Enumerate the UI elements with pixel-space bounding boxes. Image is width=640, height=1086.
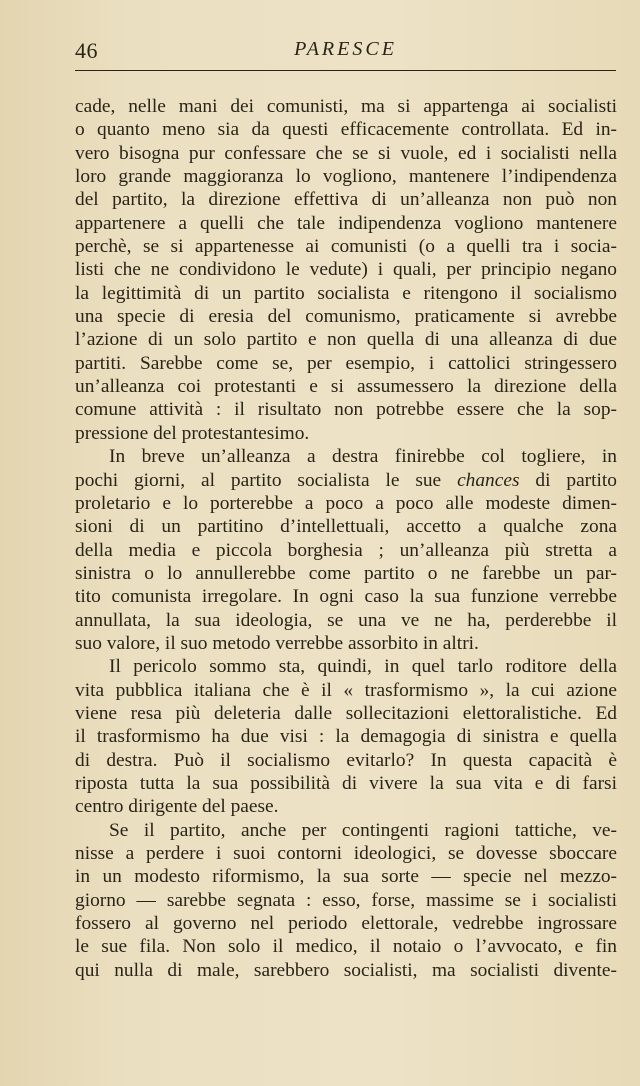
- paragraph-end-line: suo valore, il suo metodo verrebbe assorbito in altri.: [75, 632, 479, 654]
- text-line: nisse a perdere i suoi contorni ideologici, se dovesse sboccare: [75, 843, 617, 864]
- text-line: riposta tutta la sua possibilità di vivere la sua vita e di farsi: [75, 772, 617, 794]
- paragraph-end-line: centro dirigente del paese.: [75, 796, 279, 818]
- text-line: sinistra o lo annullerebbe come partito o ne farebbe un par-: [75, 562, 617, 584]
- text-line: il trasformismo ha due visi : la demagogia di sinistra e quella: [75, 726, 617, 748]
- paragraph-start-line: Se il partito, anche per contingenti ragioni tattiche, ve-: [109, 819, 617, 841]
- text-line: sioni di un partitino d’intellettuali, accetto a qualche zona: [75, 516, 617, 538]
- text-line: in un modesto riformismo, la sua sorte — specie nel mezzo-: [75, 866, 617, 888]
- text-line: viene resa più deleteria dalle sollecitazioni elettoralistiche. Ed: [75, 702, 617, 724]
- text-run: pochi giorni, al partito socialista le sue: [75, 469, 458, 491]
- text-line: le sue fila. Non solo il medico, il notaio o l’avvocato, e fin: [75, 936, 617, 958]
- header-rule: [75, 70, 616, 71]
- text-line: vita pubblica italiana che è il « trasformismo », la cui azione: [75, 679, 617, 701]
- text-line: o quanto meno sia da questi efficacemente controllata. Ed in-: [75, 119, 617, 141]
- italic-word: chances: [457, 469, 520, 491]
- text-line: partiti. Sarebbe come se, per esempio, i cattolici stringessero: [75, 352, 617, 374]
- paragraph-start-line: Il pericolo sommo sta, quindi, in quel tarlo roditore della: [109, 656, 617, 678]
- text-line: giorno — sarebbe segnata : esso, forse, massime se i socialisti: [75, 889, 617, 911]
- text-line: l’azione di un solo partito e non quella di una alleanza di due: [75, 329, 617, 351]
- body-text: [75, 95, 617, 982]
- text-line: qui nulla di male, sarebbero socialisti, ma socialisti divente-: [75, 959, 617, 981]
- text-line: listi che ne condividono le vedute) i quali, per principio negano: [75, 259, 617, 281]
- paragraph-start-line: In breve un’alleanza a destra finirebbe col togliere, in: [109, 446, 617, 468]
- text-line: del partito, la direzione effettiva di un’alleanza non può non: [75, 189, 617, 211]
- page-header: [75, 38, 616, 68]
- text-line: cade, nelle mani dei comunisti, ma si appartenga ai socialisti: [75, 96, 617, 117]
- text-line: un’alleanza coi protestanti e si assumessero la direzione della: [75, 376, 617, 398]
- text-line: proletario e lo porterebbe a poco a poco alle modeste dimen-: [75, 492, 617, 514]
- text-line: annullata, la sua ideologia, se una ve ne ha, perderebbe il: [75, 609, 617, 631]
- text-line: la legittimità di un partito socialista e ritengono il socialismo: [75, 282, 617, 304]
- text-line: loro grande maggioranza lo vogliono, mantenere l’indipendenza: [75, 166, 617, 188]
- paragraph-end-line: pressione del protestantesimo.: [75, 422, 310, 444]
- text-line: vero bisogna pur confessare che se si vuole, ed i socialisti nella: [75, 142, 617, 164]
- text-line: appartenere a quelli che tale indipendenza vogliono mantenere: [75, 212, 617, 234]
- running-head: PARESCE: [294, 38, 397, 60]
- text-line: perchè, se si appartenesse ai comunisti (o a quelli tra i socia-: [75, 236, 617, 258]
- page-number: 46: [75, 38, 98, 63]
- text-run: di partito: [519, 469, 617, 491]
- text-line: comune attività : il risultato non potrebbe essere che la sop-: [75, 399, 617, 421]
- text-line: della media e piccola borghesia ; un’alleanza più stretta a: [75, 539, 617, 561]
- text-line: tito comunista irregolare. In ogni caso la sua funzione verrebbe: [75, 586, 617, 608]
- text-line: una specie di eresia del comunismo, praticamente si avrebbe: [75, 306, 617, 328]
- text-line: [75, 469, 617, 492]
- text-line: di destra. Può il socialismo evitarlo? In questa capacità è: [75, 749, 617, 771]
- text-line: fossero al governo nel periodo elettorale, vedrebbe ingrossare: [75, 913, 617, 935]
